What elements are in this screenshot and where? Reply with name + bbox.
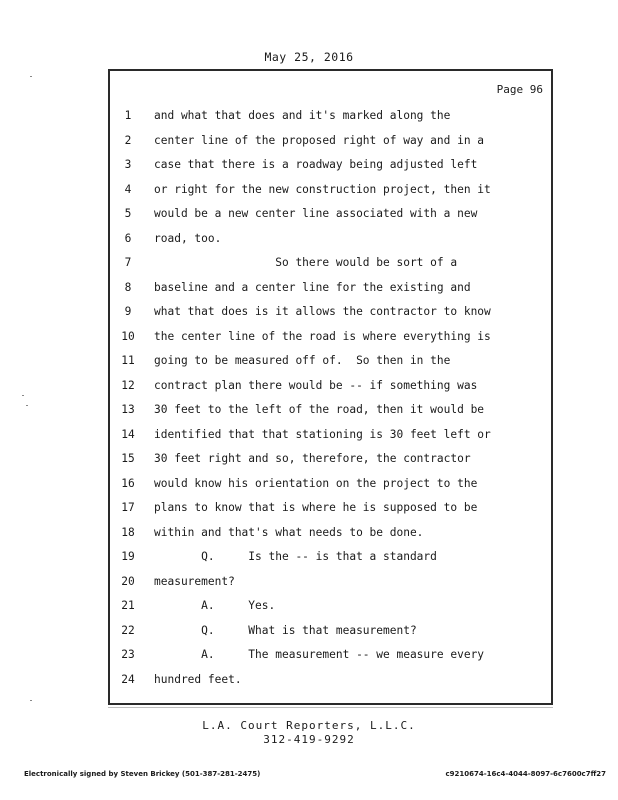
line-number: 24 bbox=[121, 672, 135, 686]
transcript-line bbox=[110, 353, 555, 369]
line-number: 23 bbox=[121, 648, 135, 661]
line-number: 15 bbox=[121, 452, 135, 465]
line-text: measurement? bbox=[154, 574, 235, 588]
line-text: 30 feet to the left of the road, then it would be bbox=[154, 403, 485, 416]
transcript-line bbox=[110, 304, 555, 320]
line-text: would be a new center line associated with a new bbox=[154, 207, 478, 220]
transcript-line bbox=[110, 647, 555, 663]
line-number: 10 bbox=[121, 329, 135, 343]
electronic-signature: Electronically signed by Steven Brickey (501-387-281-2475) bbox=[24, 770, 261, 778]
transcript-line bbox=[110, 500, 555, 516]
transcript-line bbox=[110, 182, 555, 198]
line-number: 7 bbox=[124, 256, 132, 269]
line-number: 1 bbox=[124, 109, 132, 122]
scan-speck bbox=[26, 405, 28, 406]
transcript-line bbox=[110, 476, 555, 492]
line-text: case that there is a roadway being adjusted left bbox=[154, 158, 478, 171]
page-number: Page 96 bbox=[496, 83, 543, 96]
line-number: 21 bbox=[121, 599, 135, 612]
line-text: A. The measurement -- we measure every bbox=[154, 648, 485, 661]
transcript-line bbox=[110, 525, 555, 541]
transcript-line bbox=[110, 133, 555, 149]
line-number: 9 bbox=[124, 305, 132, 318]
line-text: identified that that stationing is 30 feet left or bbox=[154, 427, 491, 441]
scan-speck bbox=[22, 395, 24, 396]
line-text: plans to know that is where he is supposed to be bbox=[154, 501, 478, 514]
transcript-line bbox=[110, 206, 555, 222]
transcript-line bbox=[110, 427, 555, 443]
transcript-line bbox=[110, 378, 555, 394]
line-number: 13 bbox=[121, 403, 135, 416]
line-number: 14 bbox=[121, 427, 135, 441]
line-text: center line of the proposed right of way and in a bbox=[154, 133, 485, 147]
line-text: Q. What is that measurement? bbox=[154, 623, 417, 637]
line-text: going to be measured off of. So then in the bbox=[154, 354, 451, 367]
scan-speck bbox=[30, 700, 32, 701]
line-number: 4 bbox=[124, 182, 132, 196]
line-text: contract plan there would be -- if something was bbox=[154, 378, 478, 392]
line-number: 6 bbox=[124, 231, 132, 245]
scan-speck bbox=[30, 76, 32, 77]
document-hash: c9210674-16c4-4044-8097-6c7600c7ff27 bbox=[445, 770, 606, 778]
line-text: and what that does and it's marked along the bbox=[154, 109, 451, 122]
transcript-line bbox=[110, 451, 555, 467]
transcript-line bbox=[110, 574, 555, 590]
line-text: within and that's what needs to be done. bbox=[154, 525, 424, 539]
line-text: or right for the new construction project, then it bbox=[154, 182, 491, 196]
line-number: 5 bbox=[124, 207, 132, 220]
line-number: 11 bbox=[121, 354, 135, 367]
line-text: hundred feet. bbox=[154, 672, 242, 686]
line-text: So there would be sort of a bbox=[154, 256, 458, 269]
line-number: 8 bbox=[124, 280, 132, 294]
transcript-line bbox=[110, 280, 555, 296]
line-text: road, too. bbox=[154, 231, 222, 245]
reporter-name: L.A. Court Reporters, L.L.C. bbox=[202, 719, 416, 732]
transcript-line bbox=[110, 157, 555, 173]
line-text: what that does is it allows the contractor to know bbox=[154, 305, 491, 318]
line-text: the center line of the road is where everything is bbox=[154, 329, 491, 343]
line-number: 2 bbox=[124, 133, 132, 147]
line-number: 18 bbox=[121, 525, 135, 539]
frame-bottom-rule bbox=[108, 707, 553, 708]
line-number: 19 bbox=[121, 550, 135, 563]
line-text: Q. Is the -- is that a standard bbox=[154, 550, 437, 563]
line-text: A. Yes. bbox=[154, 599, 276, 612]
line-number: 17 bbox=[121, 501, 135, 514]
line-number: 12 bbox=[121, 378, 135, 392]
reporter-phone: 312-419-9292 bbox=[263, 733, 355, 746]
transcript-line bbox=[110, 402, 555, 418]
line-text: would know his orientation on the project to the bbox=[154, 476, 478, 490]
line-number: 22 bbox=[121, 623, 135, 637]
line-number: 16 bbox=[121, 476, 135, 490]
line-text: 30 feet right and so, therefore, the contractor bbox=[154, 452, 471, 465]
transcript-frame bbox=[108, 69, 553, 705]
transcript-line bbox=[110, 255, 555, 271]
transcript-date: May 25, 2016 bbox=[264, 50, 354, 64]
transcript-line bbox=[110, 672, 555, 688]
transcript-line bbox=[110, 108, 555, 124]
line-number: 20 bbox=[121, 574, 135, 588]
line-text: baseline and a center line for the existing and bbox=[154, 280, 471, 294]
line-number: 3 bbox=[124, 158, 132, 171]
transcript-line bbox=[110, 549, 555, 565]
transcript-line bbox=[110, 231, 555, 247]
transcript-line bbox=[110, 329, 555, 345]
transcript-line bbox=[110, 623, 555, 639]
transcript-line bbox=[110, 598, 555, 614]
